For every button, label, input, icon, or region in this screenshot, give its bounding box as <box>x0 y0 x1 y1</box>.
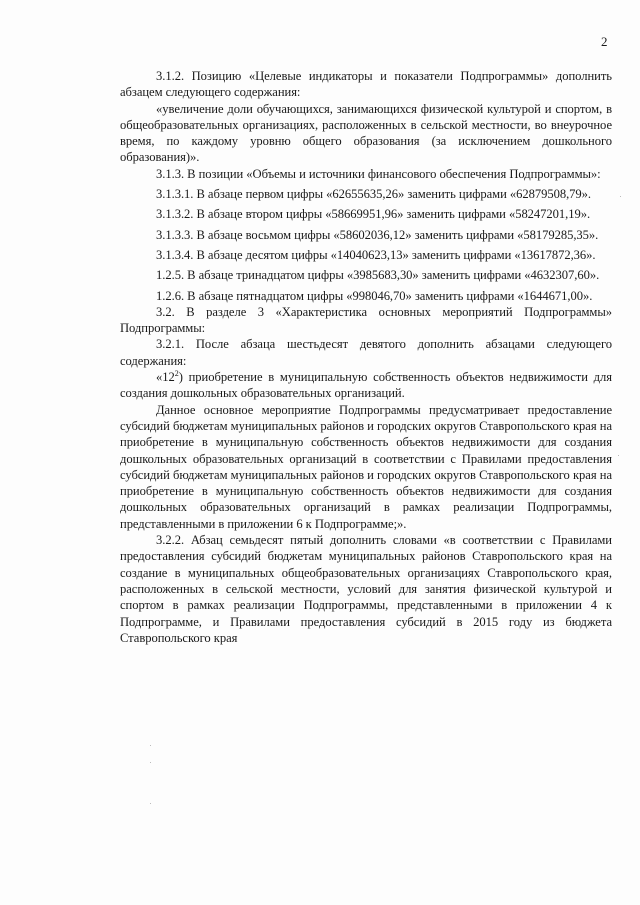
paragraph: 1.2.6. В абзаце пятнадцатом цифры «998046,70» заменить цифрами «1644671,00». <box>156 288 593 303</box>
paragraph: 3.2.2. Абзац семьдесят пятый дополнить словами «в соответствии с Правилами предоставления субсидий бюджетам муниципальных районов Ставропольского края на создание в муниципальных общеобразовательных организациях Ставропольского края, расположенных в сельской местности, условий для занятия физической культурой и спортом в рамках реализации Подпрограммы, представленными в приложении 4 к Подпрограмме, и Правилами предоставления субсидий в 2015 году из бюджета Ставропольского края <box>120 533 612 645</box>
paragraph: 3.1.3. В позиции «Объемы и источники финансового обеспечения Подпрограммы»: <box>156 166 601 181</box>
item-text: ) приобретение в муниципальную собственность объектов недвижимости для создания дошкольных образовательных организаций. <box>120 370 612 401</box>
paragraph: 3.1.3.3. В абзаце восьмом цифры «58602036,12» заменить цифрами «58179285,35». <box>156 227 599 242</box>
document-body <box>120 68 612 646</box>
scan-speck <box>620 196 621 197</box>
paragraph: 3.1.2. Позицию «Целевые индикаторы и показатели Подпрограммы» дополнить абзацем следующего содержания: <box>120 69 612 100</box>
paragraph: 3.1.3.4. В абзаце десятом цифры «14040623,13» заменить цифрами «13617872,36». <box>156 247 596 262</box>
paragraph: Данное основное мероприятие Подпрограммы предусматривает предоставление субсидий бюджетам муниципальных районов и городских округов Ставропольского края на приобретение в муниципальную собственность объектов недвижимости для создания дошкольных образовательных организаций в соответствии с Правилами предоставления субсидий бюджетам муниципальных районов и городских округов Ставропольского края на приобретение в муниципальную собственность объектов недвижимости для создания дошкольных образовательных организаций в рамках реализации Подпрограммы, представленными в приложении 6 к Подпрограмме;». <box>120 402 612 531</box>
paragraph: 3.2. В разделе 3 «Характеристика основных мероприятий Подпрограммы» Подпрограммы: <box>120 304 612 336</box>
scan-speck <box>150 803 151 804</box>
paragraph: 3.2.1. После абзаца шестьдесят девятого дополнить абзацами следующего содержания: <box>120 337 612 368</box>
scan-speck <box>150 762 151 763</box>
item-number: «12 <box>156 370 175 385</box>
paragraph <box>120 369 612 402</box>
scan-speck <box>618 455 619 456</box>
paragraph: 1.2.5. В абзаце тринадцатом цифры «3985683,30» заменить цифрами «4632307,60». <box>156 268 600 283</box>
superscript: 2 <box>174 369 179 379</box>
page-number: 2 <box>601 34 608 49</box>
paragraph: 3.1.3.2. В абзаце втором цифры «58669951,96» заменить цифрами «58247201,19». <box>156 207 591 222</box>
paragraph: «увеличение доли обучающихся, занимающихся физической культурой и спортом, в общеобразовательных организациях, расположенных в сельской местности, во внеурочное время, по каждому уровню общего образования (за исключением дошкольного образования)». <box>120 101 612 165</box>
scan-speck <box>150 745 151 746</box>
paragraph: 3.1.3.1. В абзаце первом цифры «62655635,26» заменить цифрами «62879508,79». <box>156 187 592 202</box>
